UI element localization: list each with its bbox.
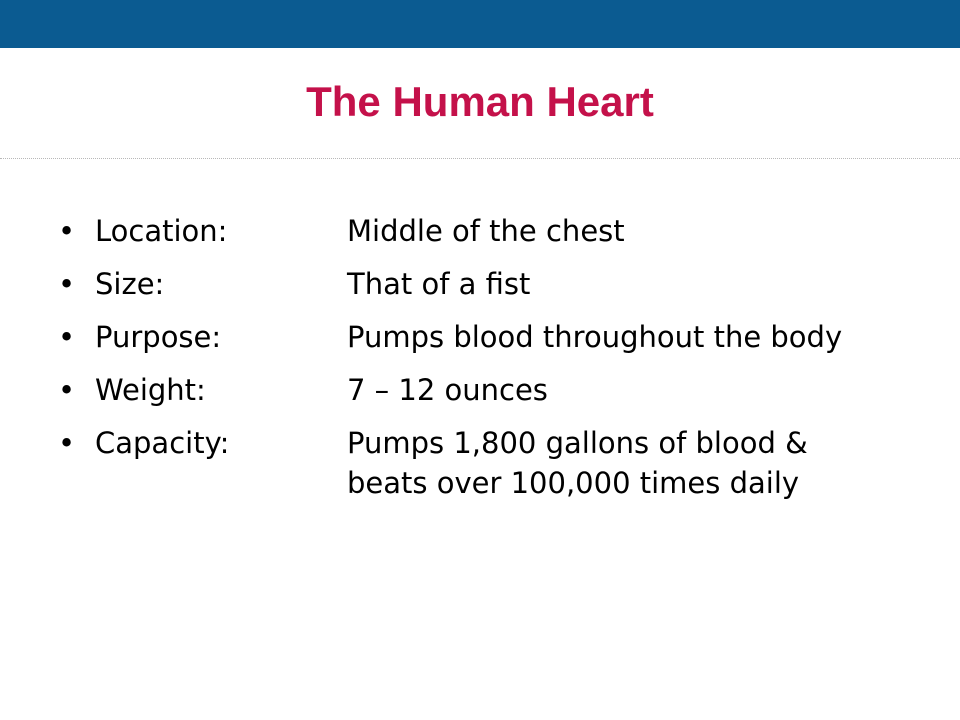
bullet-item-location bbox=[58, 205, 938, 258]
bullet-icon: • bbox=[58, 426, 76, 460]
bullet-term: Capacity: bbox=[95, 426, 230, 460]
bullet-description: Middle of the chest bbox=[347, 214, 625, 248]
bullet-description: Pumps 1,800 gallons of blood & beats over 100,000 times daily bbox=[347, 426, 808, 500]
top-bar bbox=[0, 0, 960, 48]
bullet-description: That of a fist bbox=[347, 267, 531, 301]
bullet-item-size bbox=[58, 258, 938, 311]
bullet-item-capacity bbox=[58, 417, 938, 503]
bullet-item-weight bbox=[58, 364, 938, 417]
bullet-list bbox=[58, 205, 938, 503]
bullet-description: 7 – 12 ounces bbox=[347, 373, 548, 407]
bullet-item-purpose bbox=[58, 311, 938, 364]
bullet-icon: • bbox=[58, 373, 76, 407]
bullet-icon: • bbox=[58, 267, 76, 301]
bullet-term: Location: bbox=[95, 214, 228, 248]
bullet-icon: • bbox=[58, 320, 76, 354]
bullet-term: Weight: bbox=[95, 373, 206, 407]
bullet-description: Pumps blood throughout the body bbox=[347, 320, 843, 354]
title-divider bbox=[0, 158, 960, 159]
slide-title: The Human Heart bbox=[306, 78, 654, 125]
bullet-term: Size: bbox=[95, 267, 165, 301]
bullet-icon: • bbox=[58, 214, 76, 248]
bullet-term: Purpose: bbox=[95, 320, 222, 354]
